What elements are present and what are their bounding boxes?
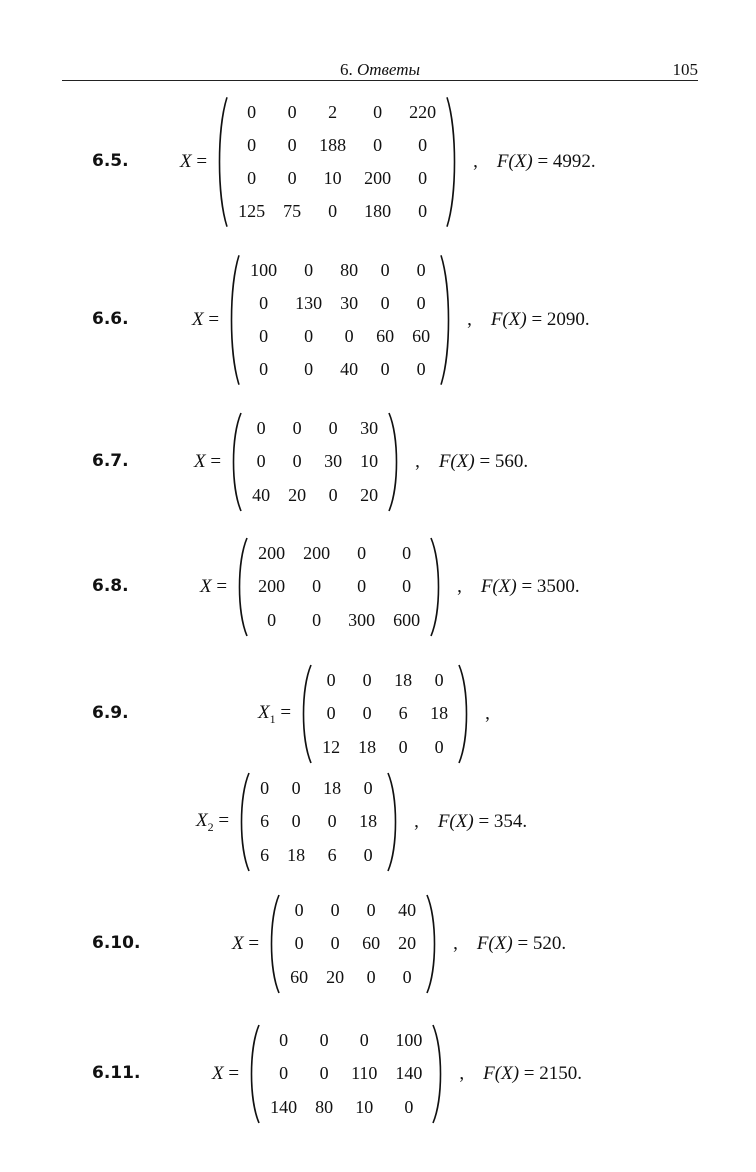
matrix-row: [241, 320, 439, 353]
matrix-row: [251, 839, 386, 872]
objective-value: , F(X) = 520.: [453, 933, 567, 954]
matrix-cell: 0: [247, 135, 257, 155]
matrix-table: [313, 664, 457, 764]
matrix-cell: 0: [304, 260, 314, 280]
matrix-cell: 200: [364, 168, 392, 188]
matrix-cell: 200: [258, 543, 286, 564]
matrix-cell: 0: [287, 102, 297, 122]
left-parenthesis: [237, 772, 251, 872]
matrix-row: [313, 664, 457, 697]
matrix-cell: 0: [418, 168, 428, 188]
objective-value: , F(X) = 560.: [415, 451, 529, 472]
matrix-cell: 40: [398, 900, 417, 921]
right-parenthesis: [431, 1024, 445, 1124]
left-parenthesis: [229, 412, 243, 512]
equals-sign: =: [213, 809, 230, 831]
running-head: [62, 58, 698, 81]
matrix-cell: 0: [363, 778, 373, 799]
matrix-row: [243, 479, 387, 512]
objective-value: , F(X) = 2150.: [459, 1063, 583, 1084]
matrix-cell: 0: [294, 900, 304, 921]
matrix-cell: 0: [380, 359, 390, 379]
matrix-cell: 2: [328, 102, 338, 122]
matrix: [237, 772, 400, 872]
objective-label: F(X): [483, 1063, 520, 1084]
matrix-row: [241, 287, 439, 320]
problem-number: 6.8.: [92, 576, 129, 596]
left-parenthesis: [235, 537, 249, 637]
matrix-cell: 0: [366, 900, 376, 921]
matrix-cell: 0: [247, 168, 257, 188]
matrix-row: [281, 927, 425, 960]
matrix-row: [229, 195, 445, 228]
matrix-table: [251, 772, 386, 872]
matrix-table: [281, 894, 425, 994]
answer-equation: [212, 1024, 582, 1124]
matrix-cell: 60: [362, 933, 381, 954]
matrix-row: [281, 961, 425, 994]
objective-number: 354.: [493, 811, 528, 832]
matrix-row: [229, 129, 445, 162]
answer-equation: [192, 254, 590, 386]
matrix-cell: 80: [340, 260, 359, 280]
matrix-cell: 0: [362, 670, 372, 691]
matrix-cell: 30: [324, 451, 343, 472]
right-parenthesis: [387, 412, 401, 512]
answer-equation: [232, 894, 566, 994]
right-parenthesis: [386, 772, 400, 872]
variable-name: X: [200, 576, 212, 597]
matrix-row: [229, 96, 445, 129]
matrix-cell: 600: [393, 609, 421, 630]
matrix-row: [229, 162, 445, 195]
matrix-cell: 140: [395, 1063, 423, 1084]
matrix-cell: 0: [357, 576, 367, 597]
matrix-cell: 40: [252, 484, 271, 505]
left-parenthesis: [247, 1024, 261, 1124]
objective-value: , F(X) = 354.: [414, 811, 528, 832]
matrix-cell: 0: [287, 135, 297, 155]
matrix-cell: 0: [416, 260, 426, 280]
matrix-cell: 12: [322, 736, 341, 757]
matrix-cell: 0: [434, 670, 444, 691]
matrix-cell: 0: [380, 293, 390, 313]
matrix-cell: 0: [312, 609, 322, 630]
matrix-variable: [192, 309, 219, 331]
page-number: 105: [672, 60, 698, 79]
equals-sign: =: [275, 701, 292, 723]
matrix-cell: 0: [292, 451, 302, 472]
matrix-row: [313, 731, 457, 764]
answer-equation: [258, 664, 490, 764]
matrix-cell: 100: [395, 1030, 423, 1051]
matrix-cell: 0: [330, 933, 340, 954]
matrix-cell: 10: [355, 1096, 374, 1117]
matrix-cell: 100: [250, 260, 278, 280]
equals-sign: =: [211, 576, 228, 597]
matrix-cell: 0: [267, 609, 277, 630]
objective-value: , F(X) = 4992.: [473, 151, 596, 172]
matrix-cell: 0: [279, 1030, 289, 1051]
matrix-cell: 60: [376, 326, 395, 346]
matrix-cell: 0: [402, 966, 412, 987]
matrix-cell: 200: [258, 576, 286, 597]
matrix-cell: 0: [418, 201, 428, 221]
matrix-table: [261, 1024, 431, 1124]
matrix-cell: 300: [348, 609, 376, 630]
objective-label: F(X): [437, 811, 474, 832]
matrix-cell: 18: [323, 778, 342, 799]
matrix-cell: 0: [319, 1030, 329, 1051]
matrix-variable: [212, 1063, 239, 1085]
variable-subscript: 2: [207, 819, 214, 834]
matrix-variable: [194, 451, 221, 473]
matrix-cell: 0: [326, 670, 336, 691]
matrix-cell: 0: [418, 135, 428, 155]
objective-value: , F(X) = 3500.: [457, 576, 580, 597]
matrix-cell: 0: [256, 418, 266, 439]
matrix-cell: 188: [319, 135, 347, 155]
matrix-cell: 0: [260, 778, 270, 799]
matrix-cell: 18: [394, 670, 413, 691]
objective-label: F(X): [476, 933, 513, 954]
matrix: [227, 254, 453, 386]
matrix-cell: 180: [364, 201, 392, 221]
matrix-cell: 0: [304, 359, 314, 379]
problem-number: 6.10.: [92, 933, 141, 953]
variable-name: X: [212, 1063, 224, 1084]
matrix-cell: 30: [340, 293, 359, 313]
matrix: [235, 537, 443, 637]
matrix-cell: 0: [259, 293, 269, 313]
variable-name: X: [180, 151, 192, 172]
matrix-cell: 0: [363, 844, 373, 865]
matrix-cell: 0: [304, 326, 314, 346]
matrix-row: [251, 772, 386, 805]
matrix-row: [261, 1057, 431, 1090]
matrix: [267, 894, 439, 994]
left-parenthesis: [299, 664, 313, 764]
right-parenthesis: [425, 894, 439, 994]
matrix-cell: 0: [292, 418, 302, 439]
answer-equation: [200, 537, 580, 637]
matrix-cell: 0: [328, 484, 338, 505]
matrix-cell: 40: [340, 359, 359, 379]
matrix-cell: 140: [270, 1096, 298, 1117]
matrix-cell: 0: [416, 359, 426, 379]
equals-sign: =: [191, 151, 208, 172]
matrix-row: [261, 1091, 431, 1124]
matrix-row: [281, 894, 425, 927]
matrix-cell: 10: [323, 168, 342, 188]
matrix-row: [261, 1024, 431, 1057]
objective-value: , F(X) = 2090.: [467, 309, 590, 330]
answer-equation: [180, 96, 596, 228]
matrix-row: [241, 254, 439, 287]
matrix-cell: 0: [319, 1063, 329, 1084]
left-parenthesis: [267, 894, 281, 994]
matrix-cell: 0: [326, 703, 336, 724]
answer-equation: [196, 772, 527, 872]
objective-label: F(X): [496, 151, 533, 172]
objective-number: 560.: [494, 451, 529, 472]
matrix-cell: 130: [295, 293, 323, 313]
matrix-cell: 0: [291, 778, 301, 799]
objective-number: 2090.: [546, 309, 590, 330]
matrix-cell: 0: [398, 736, 408, 757]
objective-number: 2150.: [539, 1063, 583, 1084]
matrix-row: [249, 604, 429, 637]
equals-sign: =: [205, 451, 222, 472]
matrix-variable: [196, 810, 229, 835]
matrix-row: [251, 805, 386, 838]
matrix-cell: 20: [288, 484, 307, 505]
matrix-variable: [258, 702, 291, 727]
variable-name: X: [232, 933, 244, 954]
matrix-cell: 30: [360, 418, 379, 439]
matrix-cell: 20: [360, 484, 379, 505]
matrix-cell: 0: [312, 576, 322, 597]
matrix-cell: 60: [412, 326, 431, 346]
matrix-cell: 0: [373, 102, 383, 122]
matrix-cell: 0: [416, 293, 426, 313]
matrix-cell: 0: [344, 326, 354, 346]
matrix-variable: [200, 576, 227, 598]
matrix-table: [249, 537, 429, 637]
matrix-cell: 0: [434, 736, 444, 757]
matrix: [229, 412, 401, 512]
objective-number: 3500.: [536, 576, 580, 597]
trailing-comma: ,: [485, 703, 490, 724]
matrix-cell: 0: [402, 543, 412, 564]
matrix-cell: 18: [358, 736, 377, 757]
matrix-cell: 0: [327, 811, 337, 832]
right-parenthesis: [445, 96, 459, 228]
matrix-variable: [232, 933, 259, 955]
matrix-row: [243, 445, 387, 478]
matrix-cell: 6: [260, 844, 270, 865]
matrix-cell: 0: [380, 260, 390, 280]
matrix-cell: 0: [404, 1096, 414, 1117]
objective-label: F(X): [490, 309, 527, 330]
matrix-cell: 0: [357, 543, 367, 564]
matrix-cell: 20: [398, 933, 417, 954]
objective-label: F(X): [480, 576, 517, 597]
matrix: [299, 664, 471, 764]
objective-label: F(X): [438, 451, 475, 472]
matrix-cell: 75: [283, 201, 302, 221]
matrix-cell: 0: [359, 1030, 369, 1051]
matrix: [215, 96, 459, 228]
matrix-cell: 0: [330, 900, 340, 921]
matrix-cell: 0: [256, 451, 266, 472]
matrix-row: [243, 412, 387, 445]
matrix-cell: 0: [279, 1063, 289, 1084]
matrix-cell: 0: [294, 933, 304, 954]
matrix-table: [243, 412, 387, 512]
matrix-cell: 80: [315, 1096, 334, 1117]
matrix-cell: 110: [351, 1063, 378, 1084]
matrix-cell: 20: [326, 966, 345, 987]
matrix-cell: 0: [287, 168, 297, 188]
answer-equation: [194, 412, 528, 512]
variable-name: X: [194, 451, 206, 472]
problem-number: 6.9.: [92, 703, 129, 723]
matrix-cell: 0: [291, 811, 301, 832]
matrix-row: [313, 697, 457, 730]
problem-number: 6.6.: [92, 309, 129, 329]
matrix-cell: 0: [373, 135, 383, 155]
equals-sign: =: [203, 309, 220, 330]
equals-sign: =: [243, 933, 260, 954]
matrix-cell: 0: [402, 576, 412, 597]
matrix-cell: 0: [259, 326, 269, 346]
matrix-cell: 220: [409, 102, 437, 122]
variable-name: X: [192, 309, 204, 330]
right-parenthesis: [429, 537, 443, 637]
running-head-title: [62, 60, 698, 80]
right-parenthesis: [457, 664, 471, 764]
matrix-cell: 18: [287, 844, 306, 865]
matrix-cell: 0: [362, 703, 372, 724]
objective-number: 4992.: [552, 151, 596, 172]
matrix-cell: 200: [303, 543, 331, 564]
matrix-row: [249, 537, 429, 570]
matrix-cell: 0: [328, 418, 338, 439]
matrix-cell: 0: [259, 359, 269, 379]
left-parenthesis: [215, 96, 229, 228]
matrix-table: [241, 254, 439, 386]
variable-name: X: [196, 809, 208, 831]
objective-value: [485, 703, 490, 725]
problem-number: 6.7.: [92, 451, 129, 471]
problem-number: 6.11.: [92, 1063, 141, 1083]
matrix-cell: 0: [328, 201, 338, 221]
matrix-cell: 60: [290, 966, 309, 987]
matrix-cell: 6: [398, 703, 408, 724]
matrix-cell: 0: [247, 102, 257, 122]
left-parenthesis: [227, 254, 241, 386]
matrix-cell: 0: [366, 966, 376, 987]
matrix-cell: 6: [260, 811, 270, 832]
matrix-cell: 6: [327, 844, 337, 865]
matrix: [247, 1024, 445, 1124]
variable-subscript: 1: [269, 711, 276, 726]
right-parenthesis: [439, 254, 453, 386]
problem-number: 6.5.: [92, 151, 129, 171]
matrix-table: [229, 96, 445, 228]
matrix-cell: 18: [359, 811, 378, 832]
matrix-variable: [180, 151, 207, 173]
variable-name: X: [258, 701, 270, 723]
section-number: 6.: [339, 60, 353, 79]
equals-sign: =: [223, 1063, 240, 1084]
matrix-cell: 125: [238, 201, 266, 221]
matrix-cell: 10: [360, 451, 379, 472]
section-title: Ответы: [356, 60, 421, 79]
objective-number: 520.: [532, 933, 567, 954]
matrix-row: [249, 570, 429, 603]
matrix-cell: 18: [430, 703, 449, 724]
matrix-row: [241, 353, 439, 386]
